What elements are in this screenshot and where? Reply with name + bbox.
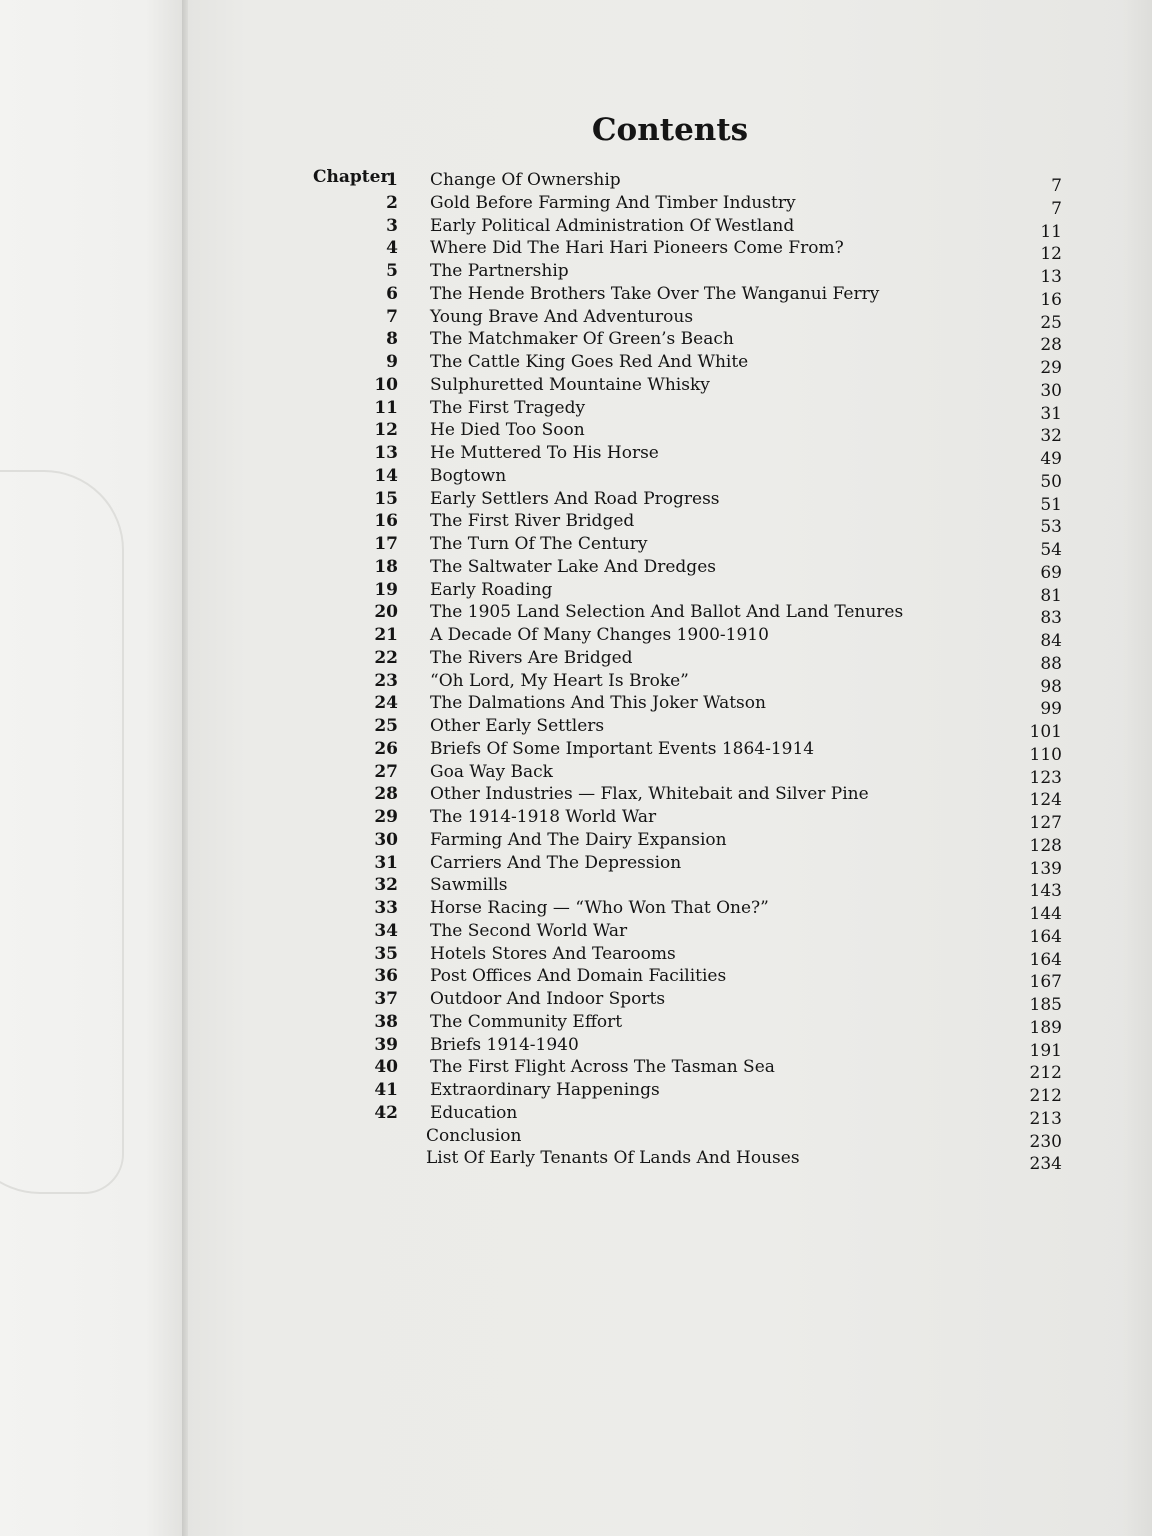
page-number: 234 — [1029, 1154, 1062, 1175]
chapter-number: 5 — [386, 261, 398, 281]
chapter-title: The Second World War — [430, 920, 628, 941]
chapter-number: 33 — [374, 898, 398, 918]
toc-entry — [188, 670, 1152, 697]
page-number: 101 — [1029, 722, 1062, 742]
page-number: 16 — [1040, 289, 1062, 310]
chapter-title: The Matchmaker Of Green’s Beach — [430, 329, 734, 350]
page-number: 123 — [1029, 767, 1062, 788]
chapter-number: 4 — [386, 238, 398, 259]
chapter-number: 27 — [374, 761, 398, 782]
page-number: 185 — [1029, 995, 1062, 1015]
toc-entry — [188, 443, 1152, 469]
chapter-title: The First Flight Across The Tasman Sea — [430, 1057, 775, 1078]
chapter-title: List Of Early Tenants Of Lands And Houses — [426, 1148, 800, 1169]
chapter-title: Young Brave And Adventurous — [430, 306, 694, 327]
page-number: 12 — [1040, 244, 1062, 265]
page-number: 139 — [1029, 858, 1062, 879]
page-number: 128 — [1029, 835, 1062, 856]
chapter-number: 42 — [374, 1102, 398, 1123]
toc-entry — [188, 647, 1152, 674]
page-number: 50 — [1040, 471, 1062, 492]
chapter-title: He Died Too Soon — [430, 420, 585, 441]
toc-entry — [188, 192, 1152, 219]
toc-entry — [188, 167, 1152, 196]
chapter-number: 7 — [386, 306, 398, 327]
chapter-title: The First Tragedy — [430, 397, 586, 418]
chapter-number: 12 — [374, 420, 398, 441]
page-number: 143 — [1029, 881, 1062, 902]
toc-entry — [188, 556, 1152, 583]
chapter-number: 2 — [386, 192, 398, 213]
chapter-title: Change Of Ownership — [430, 170, 621, 190]
page-number: 11 — [1040, 221, 1062, 242]
chapter-number: 14 — [374, 465, 398, 486]
chapter-title: Conclusion — [426, 1125, 522, 1146]
chapter-title: The First River Bridged — [430, 511, 635, 532]
page-number: 127 — [1029, 813, 1062, 833]
chapter-number: 39 — [374, 1034, 398, 1055]
table-of-contents — [188, 0, 1152, 1536]
toc-entry — [188, 261, 1152, 287]
page-number: 212 — [1029, 1063, 1062, 1084]
chapter-number: 20 — [374, 602, 398, 623]
page-number: 98 — [1040, 676, 1062, 697]
page-number: 54 — [1040, 540, 1062, 560]
chapter-number: 10 — [374, 374, 398, 395]
toc-entry — [188, 374, 1152, 401]
right-page — [188, 0, 1152, 1536]
page-number: 81 — [1040, 585, 1062, 606]
chapter-title: Outdoor And Indoor Sports — [430, 989, 666, 1009]
page-title: Contents — [591, 112, 749, 148]
page-number: 83 — [1040, 608, 1062, 629]
chapter-title: The Community Effort — [430, 1011, 623, 1032]
page-number: 53 — [1040, 517, 1062, 538]
chapter-number: 28 — [374, 784, 398, 805]
chapter-title: Sulphuretted Mountaine Whisky — [430, 374, 710, 395]
page-number: 230 — [1029, 1131, 1062, 1152]
page-number: 13 — [1040, 267, 1062, 287]
chapter-number: 26 — [374, 738, 398, 759]
chapter-title: The 1914-1918 World War — [430, 807, 657, 827]
chapter-number: 22 — [374, 647, 398, 668]
toc-entry — [188, 1148, 1152, 1175]
page-number: 99 — [1040, 699, 1062, 720]
toc-entry — [188, 1102, 1152, 1129]
chapter-title: Carriers And The Depression — [430, 852, 682, 873]
chapter-number: 17 — [374, 534, 398, 554]
toc-entry — [188, 602, 1152, 629]
toc-entry — [188, 761, 1152, 788]
chapter-title: Sawmills — [430, 875, 508, 896]
page-number: 29 — [1040, 358, 1062, 378]
toc-entry — [188, 579, 1152, 606]
chapter-number: 19 — [374, 579, 398, 600]
chapter-title: Other Early Settlers — [430, 716, 605, 736]
toc-entry — [188, 807, 1152, 833]
chapter-number: 9 — [386, 352, 398, 372]
page-number: 124 — [1029, 790, 1062, 811]
toc-entry — [188, 329, 1152, 356]
chapter-number: 21 — [374, 625, 398, 645]
chapter-number: 18 — [374, 556, 398, 577]
toc-entry — [188, 1011, 1152, 1038]
toc-entry — [188, 465, 1152, 492]
chapter-title: Education — [430, 1102, 518, 1123]
chapter-number: 15 — [374, 488, 398, 509]
chapter-title: Other Industries — Flax, Whitebait and Silver Pine — [430, 784, 869, 805]
page-number: 31 — [1040, 403, 1062, 424]
chapter-title: He Muttered To His Horse — [430, 443, 659, 463]
chapter-number: 32 — [374, 875, 398, 896]
toc-entry — [188, 1034, 1152, 1061]
page-number: 25 — [1040, 312, 1062, 333]
chapter-number: 6 — [386, 283, 398, 304]
page-number: 7 — [1051, 198, 1062, 219]
page-number: 69 — [1040, 562, 1062, 583]
chapter-number: 35 — [374, 943, 398, 964]
toc-entry — [188, 352, 1152, 378]
chapter-number: 29 — [374, 807, 398, 827]
embossed-cover-pattern — [0, 470, 124, 1194]
chapter-label: Chapter — [313, 167, 390, 187]
chapter-number: 41 — [374, 1080, 398, 1100]
chapter-title: “Oh Lord, My Heart Is Broke” — [430, 670, 689, 691]
page-number: 49 — [1040, 449, 1062, 469]
page-number: 7 — [1051, 176, 1062, 196]
toc-entry — [188, 397, 1152, 424]
chapter-number: 38 — [374, 1011, 398, 1032]
chapter-title: The Rivers Are Bridged — [430, 647, 633, 668]
page-number: 164 — [1029, 926, 1062, 947]
toc-entry — [188, 534, 1152, 560]
page-number: 189 — [1029, 1017, 1062, 1038]
chapter-number: 1 — [386, 170, 398, 190]
left-page — [0, 0, 182, 1536]
chapter-title: Early Roading — [430, 579, 553, 600]
chapter-title: Briefs Of Some Important Events 1864-1914 — [430, 738, 815, 759]
chapter-title: Early Political Administration Of Westland — [430, 215, 795, 236]
chapter-title: Gold Before Farming And Timber Industry — [430, 192, 796, 213]
page-number: 144 — [1029, 904, 1062, 924]
chapter-title: Goa Way Back — [430, 761, 553, 782]
chapter-number: 23 — [374, 670, 398, 691]
chapter-title: A Decade Of Many Changes 1900-1910 — [430, 625, 769, 645]
chapter-number: 24 — [374, 693, 398, 714]
chapter-number: 25 — [374, 716, 398, 736]
chapter-title: Where Did The Hari Hari Pioneers Come From? — [430, 238, 844, 259]
chapter-title: Bogtown — [430, 465, 507, 486]
toc-entry — [188, 1125, 1152, 1152]
chapter-number: 8 — [386, 329, 398, 350]
toc-entry — [188, 852, 1152, 879]
page-number: 212 — [1029, 1086, 1062, 1106]
chapter-title: The Cattle King Goes Red And White — [430, 352, 749, 372]
toc-entry — [188, 784, 1152, 811]
chapter-title: The Turn Of The Century — [430, 534, 648, 554]
toc-entry — [188, 989, 1152, 1015]
toc-entry — [188, 488, 1152, 515]
toc-entry — [188, 1057, 1152, 1084]
toc-entry — [188, 1080, 1152, 1106]
toc-entry — [188, 511, 1152, 538]
page-edge-shadow — [1122, 0, 1152, 1536]
chapter-number: 36 — [374, 966, 398, 987]
toc-entry — [188, 283, 1152, 310]
toc-entry — [188, 875, 1152, 902]
toc-entry — [188, 625, 1152, 651]
chapter-number: 34 — [374, 920, 398, 941]
page-number: 213 — [1029, 1108, 1062, 1129]
toc-entry — [188, 738, 1152, 765]
chapter-title: The Hende Brothers Take Over The Wanganui Ferry — [430, 283, 880, 304]
chapter-title: Farming And The Dairy Expansion — [430, 829, 727, 850]
page-number: 167 — [1029, 972, 1062, 993]
page-number: 32 — [1040, 426, 1062, 447]
toc-entry — [188, 920, 1152, 947]
page-number: 30 — [1040, 380, 1062, 401]
chapter-number: 13 — [374, 443, 398, 463]
chapter-title: The 1905 Land Selection And Ballot And Land Tenures — [430, 602, 904, 623]
chapter-title: Post Offices And Domain Facilities — [430, 966, 727, 987]
toc-entry — [188, 306, 1152, 333]
toc-entry — [188, 829, 1152, 856]
page-number: 110 — [1029, 744, 1062, 765]
toc-entry — [188, 420, 1152, 447]
toc-entry — [188, 215, 1152, 242]
toc-entry — [188, 943, 1152, 970]
chapter-title: Early Settlers And Road Progress — [430, 488, 720, 509]
page-number: 84 — [1040, 631, 1062, 651]
chapter-title: Horse Racing — “Who Won That One?” — [430, 898, 769, 918]
chapter-number: 3 — [386, 215, 398, 236]
toc-entry — [188, 238, 1152, 265]
page-number: 28 — [1040, 335, 1062, 356]
chapter-title: Briefs 1914-1940 — [430, 1034, 579, 1055]
page-number: 164 — [1029, 949, 1062, 970]
toc-entry — [188, 966, 1152, 993]
chapter-title: The Partnership — [430, 261, 569, 281]
chapter-number: 30 — [374, 829, 398, 850]
chapter-number: 16 — [374, 511, 398, 532]
page-number: 51 — [1040, 494, 1062, 515]
toc-entry — [188, 716, 1152, 742]
chapter-number: 37 — [374, 989, 398, 1009]
chapter-number: 31 — [374, 852, 398, 873]
toc-entry — [188, 898, 1152, 924]
chapter-number: 40 — [374, 1057, 398, 1078]
toc-entry — [188, 693, 1152, 720]
page-number: 88 — [1040, 653, 1062, 674]
chapter-title: Hotels Stores And Tearooms — [430, 943, 676, 964]
page-number: 191 — [1029, 1040, 1062, 1061]
chapter-title: Extraordinary Happenings — [430, 1080, 660, 1100]
chapter-title: The Saltwater Lake And Dredges — [430, 556, 716, 577]
chapter-number: 11 — [374, 397, 398, 418]
chapter-title: The Dalmations And This Joker Watson — [430, 693, 766, 714]
